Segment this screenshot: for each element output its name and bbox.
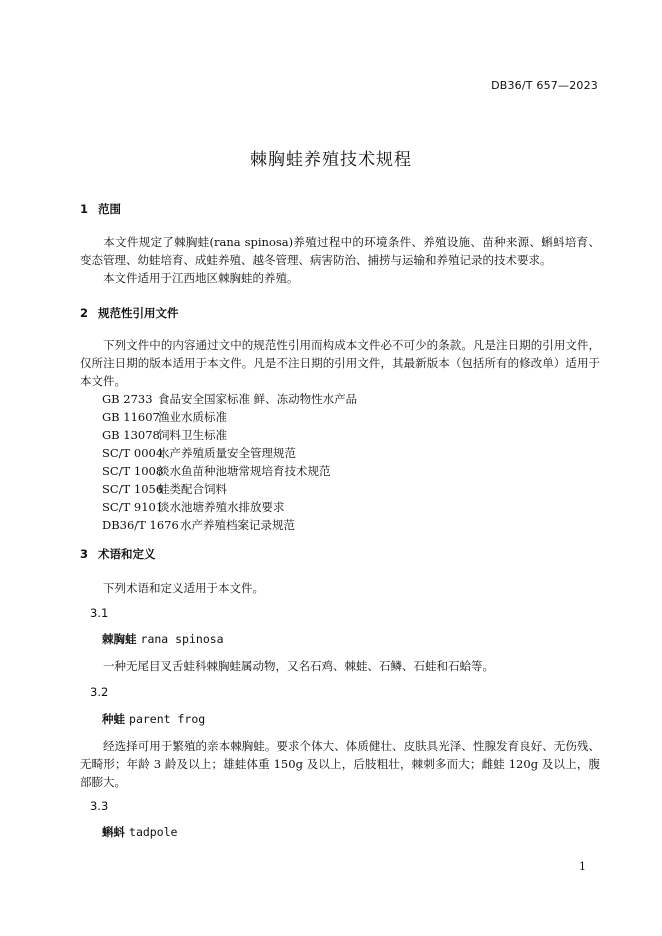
section-1-paragraph-2: 本文件适用于江西地区棘胸蛙的养殖。 xyxy=(103,271,299,285)
section-3-intro: 下列术语和定义适用于本文件。 xyxy=(103,581,264,595)
term-number: 3.1 xyxy=(90,606,109,620)
section-2-heading xyxy=(80,305,179,321)
reference-item: SC/T 1056蛙类配合饲料 xyxy=(102,482,227,496)
reference-item: GB 13078饲料卫生标准 xyxy=(102,428,227,442)
section-2-intro: 下列文件中的内容通过文中的规范性引用而构成本文件必不可少的条款。凡是注日期的引用文件，仅所注日期的版本适用于本文件。凡是不注日期的引用文件，其最新版本（包括所有的修改单）适用于本文件。 xyxy=(80,338,600,388)
reference-item: SC/T 9101淡水池塘养殖水排放要求 xyxy=(102,500,285,514)
section-3-heading xyxy=(80,546,156,562)
reference-item: GB 11607渔业水质标准 xyxy=(102,410,227,424)
section-number: 1 xyxy=(80,202,89,216)
section-number: 3 xyxy=(80,547,89,561)
reference-item: SC/T 1008淡水鱼苗种池塘常规培育技术规范 xyxy=(102,464,331,478)
section-title: 术语和定义 xyxy=(98,547,156,561)
reference-item: GB 2733 食品安全国家标准 鲜、冻动物性水产品 xyxy=(102,392,358,406)
term-heading: 蝌蚪 tadpole xyxy=(102,825,178,839)
term-definition: 经选择可用于繁殖的亲本棘胸蛙。要求个体大、体质健壮、皮肤具光泽、性腺发育良好、无伤残、无畸形；年龄 3 龄及以上；雄蛙体重 150g 及以上，后肢粗壮，棘刺多而大；雌蛙 120g 及以上，腹部膨大。 xyxy=(80,739,600,789)
normative-references-list xyxy=(102,390,357,534)
page-number: 1 xyxy=(579,860,586,873)
section-1-heading xyxy=(80,201,121,217)
term-number: 3.2 xyxy=(90,685,109,699)
document-code: DB36/T 657—2023 xyxy=(491,79,598,92)
section-title: 规范性引用文件 xyxy=(98,306,179,320)
term-number: 3.3 xyxy=(90,799,109,813)
section-number: 2 xyxy=(80,306,89,320)
term-heading: 棘胸蛙 rana spinosa xyxy=(102,632,224,646)
section-1-paragraph-1: 本文件规定了棘胸蛙(rana spinosa)养殖过程中的环境条件、养殖设施、苗种来源、蝌蚪培育、变态管理、幼蛙培育、成蛙养殖、越冬管理、病害防治、捕捞与运输和养殖记录的技术要求。 xyxy=(80,235,600,267)
document-title: 棘胸蛙养殖技术规程 xyxy=(250,150,412,170)
term-definition: 一种无尾目叉舌蛙科棘胸蛙属动物，又名石鸡、棘蛙、石鳞、石蛙和石蛤等。 xyxy=(103,659,494,673)
term-heading: 种蛙 parent frog xyxy=(102,712,206,726)
section-title: 范围 xyxy=(98,202,121,216)
reference-item: SC/T 0004水产养殖质量安全管理规范 xyxy=(102,446,296,460)
reference-item: DB36/T 1676水产养殖档案记录规范 xyxy=(102,518,295,532)
